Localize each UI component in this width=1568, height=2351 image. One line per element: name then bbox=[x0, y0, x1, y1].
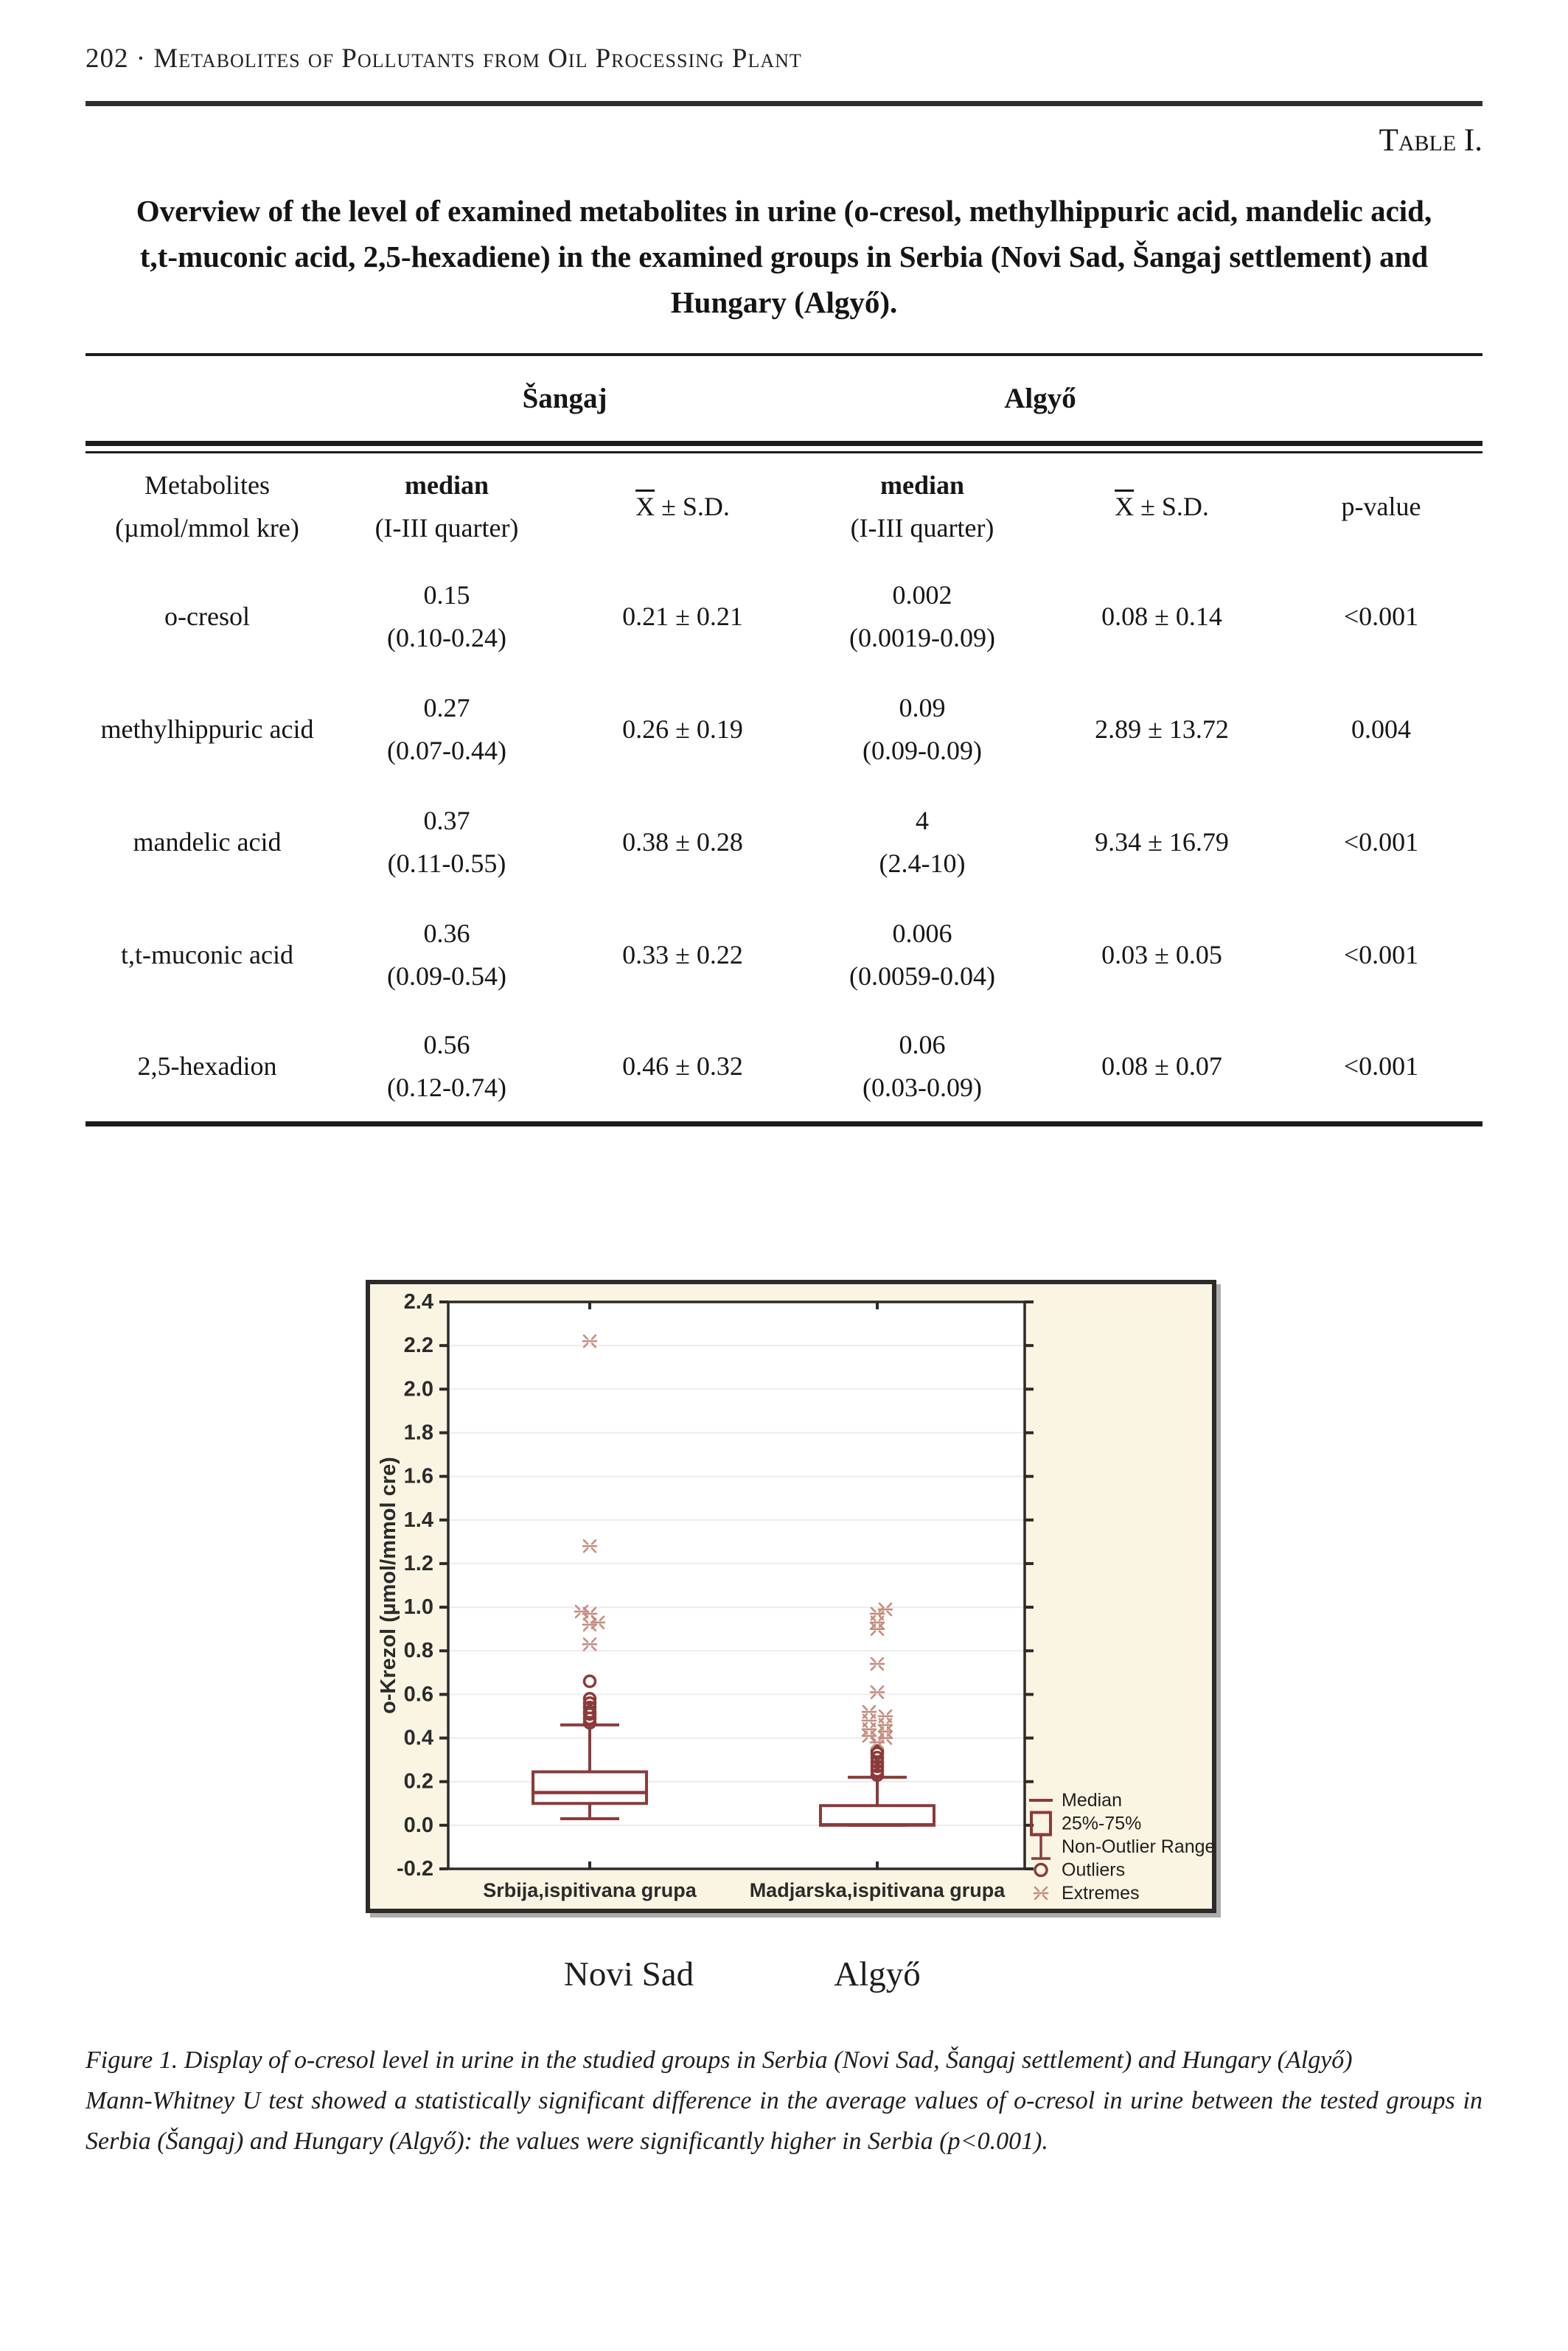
y-axis-title: o-Krezol (µmol/mmol cre) bbox=[377, 1456, 400, 1714]
table-cell: 0.38 ± 0.28 bbox=[622, 826, 743, 857]
col-header-p-value: p-value bbox=[1341, 491, 1421, 521]
table-cell: 0.15 (0.10-0.24) bbox=[387, 579, 506, 652]
table-cell: 0.46 ± 0.32 bbox=[622, 1051, 743, 1081]
table-cell: 0.27 (0.07-0.44) bbox=[387, 692, 506, 765]
x-category-label: Madjarska,ispitivana grupa bbox=[749, 1878, 1006, 1901]
table-cell: <0.001 bbox=[1343, 1051, 1419, 1081]
group-header-sangaj: Šangaj bbox=[522, 382, 607, 414]
table-cell: <0.001 bbox=[1343, 826, 1419, 857]
table-cell bbox=[86, 355, 329, 443]
table-cell: 0.004 bbox=[1351, 714, 1411, 744]
table-cell: 9.34 ± 16.79 bbox=[1095, 826, 1229, 857]
group-header-algyo: Algyő bbox=[1004, 382, 1076, 414]
col-header-metabolites: Metabolites (µmol/mmol kre) bbox=[115, 470, 299, 543]
table-cell: 4 (2.4-10) bbox=[879, 805, 966, 878]
y-tick-label: 1.0 bbox=[403, 1595, 433, 1619]
double-rule bbox=[86, 443, 1482, 452]
table-cell: 0.33 ± 0.22 bbox=[622, 939, 743, 969]
table-cell: 0.03 ± 0.05 bbox=[1101, 939, 1222, 969]
double-rule-row bbox=[86, 443, 1482, 452]
figure-group-labels bbox=[366, 1954, 1216, 2006]
boxplot-chart bbox=[366, 1280, 1216, 1913]
table-cell: 0.006 (0.0059-0.04) bbox=[849, 918, 995, 991]
table-cell: <0.001 bbox=[1343, 939, 1419, 969]
table-cell: 0.08 ± 0.07 bbox=[1101, 1051, 1222, 1081]
y-tick-label: 0.2 bbox=[403, 1769, 433, 1794]
legend-label: 25%-75% bbox=[1062, 1813, 1142, 1833]
table-cell: 0.36 (0.09-0.54) bbox=[387, 918, 506, 991]
y-tick-label: 0.8 bbox=[403, 1638, 433, 1662]
group-label-algyo: Algyő bbox=[834, 1954, 921, 1993]
table-cell bbox=[1280, 355, 1482, 443]
y-tick-label: 2.2 bbox=[403, 1333, 433, 1357]
caption-paragraph: Figure 1. Display of o-cresol level in urine in the studied groups in Serbia (Novi Sad, Šangaj settlement) and Hungary (Algyő) bbox=[86, 2046, 1353, 2074]
y-tick-label: 1.6 bbox=[403, 1464, 433, 1488]
table-cell: <0.001 bbox=[1343, 601, 1419, 631]
running-title: Metabolites of Pollutants from Oil Processing Plant bbox=[153, 43, 802, 74]
table-column-header-row bbox=[86, 452, 1482, 560]
legend-label: Outliers bbox=[1062, 1859, 1126, 1880]
table-cell: 0.56 (0.12-0.74) bbox=[387, 1029, 506, 1102]
metabolites-table bbox=[86, 353, 1482, 1126]
table-cell: 0.37 (0.11-0.55) bbox=[387, 805, 506, 878]
page-number: 202 bbox=[86, 43, 129, 74]
y-tick-label: 1.8 bbox=[403, 1420, 433, 1444]
y-tick-label: 1.4 bbox=[403, 1508, 433, 1532]
table-cell: 0.06 (0.03-0.09) bbox=[863, 1029, 982, 1102]
running-head bbox=[86, 43, 1482, 74]
table-label: Table I. bbox=[1379, 123, 1482, 158]
y-tick-label: 2.4 bbox=[403, 1289, 433, 1314]
y-tick-label: 0.6 bbox=[403, 1682, 433, 1706]
table-group-header-row bbox=[86, 355, 1482, 443]
y-tick-label: 0.4 bbox=[403, 1726, 433, 1750]
x-category-label: Srbija,ispitivana grupa bbox=[483, 1878, 697, 1901]
table-row bbox=[86, 672, 1482, 785]
table-cell: 2.89 ± 13.72 bbox=[1095, 714, 1229, 744]
legend-label: Extremes bbox=[1062, 1882, 1140, 1904]
legend-label: Non-Outlier Range bbox=[1062, 1836, 1216, 1857]
separator-dot: · bbox=[136, 43, 147, 74]
col-header-mean-algyo: $\overline{X} \pm S.D$. bbox=[1115, 491, 1209, 521]
table-row bbox=[86, 560, 1482, 672]
row-label: mandelic acid bbox=[133, 826, 282, 857]
table-title: Overview of the level of examined metabolites in urine (o-cresol, methylhippuric acid, mandelic acid, t,t-muconic acid, 2,5-hexadiene) in the examined groups in Serbia (Novi Sad, Šangaj settlement) and Hungary (Algyő). bbox=[136, 194, 1432, 319]
y-tick-label: 0.0 bbox=[403, 1813, 433, 1837]
y-tick-label: 1.2 bbox=[403, 1551, 433, 1575]
col-header-median-sangaj: median (I-III quarter) bbox=[374, 470, 519, 543]
row-label: methylhippuric acid bbox=[100, 714, 314, 744]
table-cell: 0.21 ± 0.21 bbox=[622, 601, 743, 631]
table-row bbox=[86, 785, 1482, 898]
col-header-mean-sangaj: $\overline{X} \pm S.D$. bbox=[635, 491, 730, 521]
group-label-novi-sad: Novi Sad bbox=[563, 1954, 694, 1993]
table-row bbox=[86, 1011, 1482, 1124]
y-tick-label: -0.2 bbox=[397, 1856, 433, 1881]
row-label: o-cresol bbox=[164, 601, 250, 631]
table-cell: 0.26 ± 0.19 bbox=[622, 714, 743, 744]
y-tick-label: 2.0 bbox=[403, 1376, 433, 1401]
boxplot-figure bbox=[366, 1280, 1216, 1913]
table-cell: 0.08 ± 0.14 bbox=[1101, 601, 1222, 631]
row-label: t,t-muconic acid bbox=[121, 939, 293, 969]
row-label: 2,5-hexadion bbox=[137, 1051, 277, 1081]
table-cell: 0.09 (0.09-0.09) bbox=[863, 692, 982, 765]
table-row bbox=[86, 898, 1482, 1011]
col-header-median-algyo: median (I-III quarter) bbox=[850, 470, 994, 543]
legend-label: Median bbox=[1062, 1789, 1122, 1811]
figure-caption bbox=[86, 2040, 1482, 2162]
caption-paragraph: Mann-Whitney U test showed a statistically significant difference in the average values of o-cresol in urine between the tested groups in Serbia (Šangaj) and Hungary (Algyő): the values were significantly higher in Serbia (p<0.001). bbox=[86, 2086, 1482, 2155]
header-rule bbox=[86, 101, 1482, 106]
table-cell: 0.002 (0.0019-0.09) bbox=[849, 579, 995, 652]
